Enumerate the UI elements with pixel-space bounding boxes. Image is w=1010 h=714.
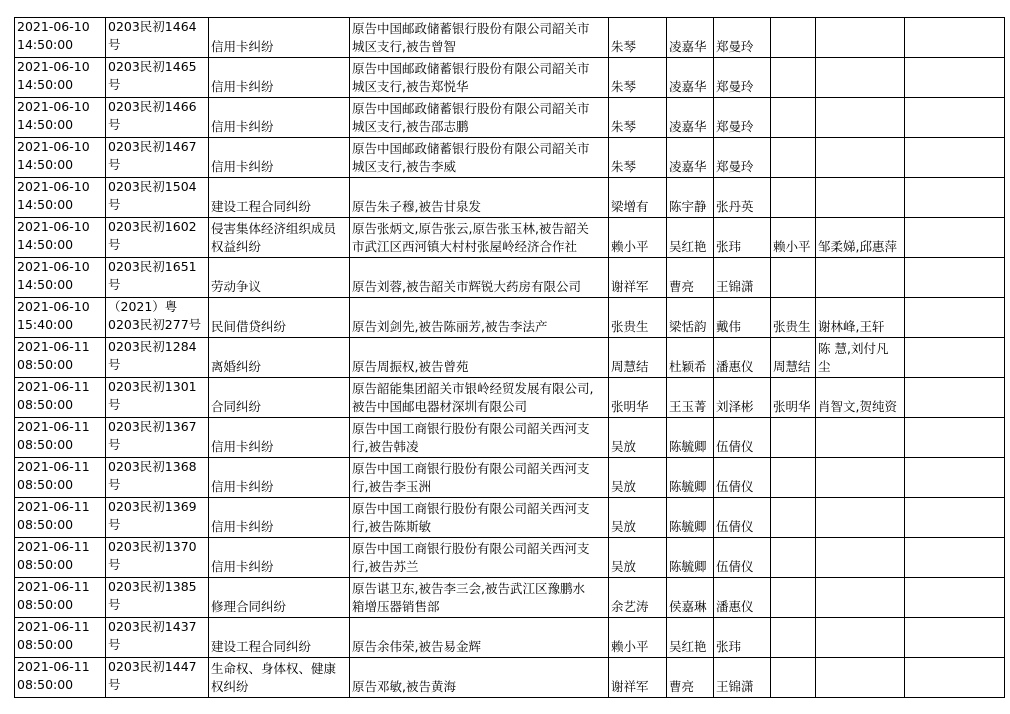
presiding-judge-cell: 吴放: [609, 538, 667, 578]
presiding-judge-cell: 朱琴: [609, 58, 667, 98]
hearing-schedule-table: [14, 17, 1005, 698]
clerk-cell: 吴红艳: [667, 618, 714, 658]
parties-cell: 原告中国工商银行股份有限公司韶关西河支 行,被告陈斯敏: [350, 498, 609, 538]
parties-cell: 原告韶能集团韶关市银岭经贸发展有限公司, 被告中国邮电器材深圳有限公司: [350, 378, 609, 418]
hearing-datetime-cell: 2021-06-10 14:50:00: [15, 98, 106, 138]
panel-members-cell: 邹柔娣,邱惠萍: [816, 218, 905, 258]
blank-cell: [905, 138, 1005, 178]
clerk-cell: 凌嘉华: [667, 98, 714, 138]
case-number-cell: 0203民初1464 号: [106, 18, 209, 58]
hearing-datetime-cell: 2021-06-10 14:50:00: [15, 258, 106, 298]
hearing-datetime-cell: 2021-06-10 14:50:00: [15, 178, 106, 218]
case-number-cell: 0203民初1467 号: [106, 138, 209, 178]
blank-cell: [905, 338, 1005, 378]
case-number-cell: 0203民初1370 号: [106, 538, 209, 578]
blank-cell: [905, 578, 1005, 618]
panel-presiding-cell: [771, 138, 816, 178]
table-row: [15, 138, 1005, 178]
parties-cell: 原告邓敏,被告黄海: [350, 658, 609, 698]
blank-cell: [905, 538, 1005, 578]
presiding-judge-cell: 谢祥军: [609, 658, 667, 698]
presiding-judge-cell: 吴放: [609, 418, 667, 458]
blank-cell: [905, 378, 1005, 418]
panel-presiding-cell: [771, 178, 816, 218]
case-cause-cell: 信用卡纠纷: [209, 138, 350, 178]
panel-members-cell: [816, 138, 905, 178]
assistant-cell: 郑曼玲: [714, 58, 771, 98]
case-number-cell: 0203民初1602 号: [106, 218, 209, 258]
parties-cell: 原告张炳文,原告张云,原告张玉林,被告韶关 市武江区西河镇大村村张屋岭经济合作社: [350, 218, 609, 258]
assistant-cell: 伍倩仪: [714, 498, 771, 538]
panel-presiding-cell: [771, 498, 816, 538]
table-row: [15, 418, 1005, 458]
presiding-judge-cell: 谢祥军: [609, 258, 667, 298]
case-cause-cell: 离婚纠纷: [209, 338, 350, 378]
panel-presiding-cell: [771, 458, 816, 498]
case-cause-cell: 信用卡纠纷: [209, 58, 350, 98]
panel-members-cell: [816, 538, 905, 578]
case-number-cell: 0203民初1447 号: [106, 658, 209, 698]
blank-cell: [905, 178, 1005, 218]
presiding-judge-cell: 朱琴: [609, 138, 667, 178]
presiding-judge-cell: 吴放: [609, 458, 667, 498]
presiding-judge-cell: 余艺涛: [609, 578, 667, 618]
table-row: [15, 338, 1005, 378]
parties-cell: 原告中国工商银行股份有限公司韶关西河支 行,被告李玉洲: [350, 458, 609, 498]
table-row: [15, 658, 1005, 698]
assistant-cell: 郑曼玲: [714, 138, 771, 178]
case-number-cell: 0203民初1466 号: [106, 98, 209, 138]
case-cause-cell: 信用卡纠纷: [209, 498, 350, 538]
assistant-cell: 郑曼玲: [714, 18, 771, 58]
blank-cell: [905, 498, 1005, 538]
clerk-cell: 陈毓卿: [667, 538, 714, 578]
table-row: [15, 618, 1005, 658]
presiding-judge-cell: 朱琴: [609, 18, 667, 58]
parties-cell: 原告刘剑先,被告陈丽芳,被告李法产: [350, 298, 609, 338]
parties-cell: 原告刘蓉,被告韶关市辉锐大药房有限公司: [350, 258, 609, 298]
panel-presiding-cell: 张明华: [771, 378, 816, 418]
parties-cell: 原告周振权,被告曾苑: [350, 338, 609, 378]
case-number-cell: 0203民初1368 号: [106, 458, 209, 498]
panel-members-cell: [816, 618, 905, 658]
clerk-cell: 吴红艳: [667, 218, 714, 258]
blank-cell: [905, 18, 1005, 58]
clerk-cell: 杜颖希: [667, 338, 714, 378]
table-row: [15, 498, 1005, 538]
clerk-cell: 侯嘉琳: [667, 578, 714, 618]
panel-members-cell: 谢林峰,王轩: [816, 298, 905, 338]
case-cause-cell: 信用卡纠纷: [209, 18, 350, 58]
panel-members-cell: [816, 18, 905, 58]
case-number-cell: 0203民初1369 号: [106, 498, 209, 538]
panel-presiding-cell: [771, 58, 816, 98]
panel-presiding-cell: 赖小平: [771, 218, 816, 258]
clerk-cell: 陈毓卿: [667, 498, 714, 538]
case-cause-cell: 民间借贷纠纷: [209, 298, 350, 338]
hearing-datetime-cell: 2021-06-11 08:50:00: [15, 498, 106, 538]
parties-cell: 原告中国工商银行股份有限公司韶关西河支 行,被告苏兰: [350, 538, 609, 578]
assistant-cell: 王锦潇: [714, 258, 771, 298]
table-body: [15, 18, 1005, 698]
case-number-cell: 0203民初1284 号: [106, 338, 209, 378]
blank-cell: [905, 618, 1005, 658]
blank-cell: [905, 418, 1005, 458]
panel-presiding-cell: [771, 418, 816, 458]
presiding-judge-cell: 张贵生: [609, 298, 667, 338]
case-cause-cell: 合同纠纷: [209, 378, 350, 418]
presiding-judge-cell: 周慧结: [609, 338, 667, 378]
parties-cell: 原告谌卫东,被告李三会,被告武江区豫鹏水 箱增压器销售部: [350, 578, 609, 618]
assistant-cell: 潘惠仪: [714, 578, 771, 618]
clerk-cell: 陈毓卿: [667, 418, 714, 458]
assistant-cell: 郑曼玲: [714, 98, 771, 138]
clerk-cell: 陈毓卿: [667, 458, 714, 498]
blank-cell: [905, 258, 1005, 298]
panel-members-cell: [816, 98, 905, 138]
parties-cell: 原告朱子穆,被告甘泉发: [350, 178, 609, 218]
panel-members-cell: [816, 458, 905, 498]
presiding-judge-cell: 朱琴: [609, 98, 667, 138]
presiding-judge-cell: 赖小平: [609, 218, 667, 258]
assistant-cell: 伍倩仪: [714, 418, 771, 458]
hearing-datetime-cell: 2021-06-11 08:50:00: [15, 578, 106, 618]
parties-cell: 原告中国邮政储蓄银行股份有限公司韶关市 城区支行,被告邵志鹏: [350, 98, 609, 138]
assistant-cell: 张玮: [714, 218, 771, 258]
table-row: [15, 578, 1005, 618]
hearing-datetime-cell: 2021-06-11 08:50:00: [15, 418, 106, 458]
case-cause-cell: 信用卡纠纷: [209, 98, 350, 138]
hearing-datetime-cell: 2021-06-10 14:50:00: [15, 58, 106, 98]
parties-cell: 原告中国邮政储蓄银行股份有限公司韶关市 城区支行,被告李威: [350, 138, 609, 178]
hearing-datetime-cell: 2021-06-11 08:50:00: [15, 658, 106, 698]
table-row: [15, 218, 1005, 258]
case-cause-cell: 修理合同纠纷: [209, 578, 350, 618]
panel-members-cell: [816, 178, 905, 218]
parties-cell: 原告中国工商银行股份有限公司韶关西河支 行,被告韩凌: [350, 418, 609, 458]
case-number-cell: （2021）粤 0203民初277号: [106, 298, 209, 338]
clerk-cell: 陈宇静: [667, 178, 714, 218]
presiding-judge-cell: 吴放: [609, 498, 667, 538]
case-number-cell: 0203民初1367 号: [106, 418, 209, 458]
assistant-cell: 伍倩仪: [714, 538, 771, 578]
case-number-cell: 0203民初1301 号: [106, 378, 209, 418]
panel-members-cell: [816, 658, 905, 698]
case-number-cell: 0203民初1504 号: [106, 178, 209, 218]
hearing-datetime-cell: 2021-06-11 08:50:00: [15, 538, 106, 578]
case-cause-cell: 建设工程合同纠纷: [209, 618, 350, 658]
table-row: [15, 18, 1005, 58]
panel-presiding-cell: [771, 18, 816, 58]
assistant-cell: 戴伟: [714, 298, 771, 338]
panel-presiding-cell: [771, 98, 816, 138]
case-number-cell: 0203民初1465 号: [106, 58, 209, 98]
clerk-cell: 曹亮: [667, 658, 714, 698]
case-cause-cell: 信用卡纠纷: [209, 418, 350, 458]
panel-presiding-cell: [771, 658, 816, 698]
hearing-datetime-cell: 2021-06-10 14:50:00: [15, 218, 106, 258]
panel-presiding-cell: 周慧结: [771, 338, 816, 378]
hearing-datetime-cell: 2021-06-10 14:50:00: [15, 18, 106, 58]
assistant-cell: 潘惠仪: [714, 338, 771, 378]
hearing-datetime-cell: 2021-06-11 08:50:00: [15, 618, 106, 658]
panel-members-cell: [816, 498, 905, 538]
table-row: [15, 538, 1005, 578]
table-row: [15, 298, 1005, 338]
case-cause-cell: 劳动争议: [209, 258, 350, 298]
case-cause-cell: 建设工程合同纠纷: [209, 178, 350, 218]
parties-cell: 原告余伟荣,被告易金辉: [350, 618, 609, 658]
panel-presiding-cell: [771, 538, 816, 578]
case-cause-cell: 信用卡纠纷: [209, 458, 350, 498]
parties-cell: 原告中国邮政储蓄银行股份有限公司韶关市 城区支行,被告郑悦华: [350, 58, 609, 98]
clerk-cell: 曹亮: [667, 258, 714, 298]
hearing-datetime-cell: 2021-06-10 14:50:00: [15, 138, 106, 178]
hearing-datetime-cell: 2021-06-10 15:40:00: [15, 298, 106, 338]
panel-members-cell: [816, 58, 905, 98]
panel-members-cell: 陈 慧,刘付凡 尘: [816, 338, 905, 378]
assistant-cell: 伍倩仪: [714, 458, 771, 498]
parties-cell: 原告中国邮政储蓄银行股份有限公司韶关市 城区支行,被告曾智: [350, 18, 609, 58]
presiding-judge-cell: 张明华: [609, 378, 667, 418]
presiding-judge-cell: 梁增有: [609, 178, 667, 218]
panel-presiding-cell: [771, 618, 816, 658]
case-number-cell: 0203民初1651 号: [106, 258, 209, 298]
presiding-judge-cell: 赖小平: [609, 618, 667, 658]
table-row: [15, 58, 1005, 98]
panel-members-cell: [816, 258, 905, 298]
clerk-cell: 王玉菁: [667, 378, 714, 418]
case-cause-cell: 信用卡纠纷: [209, 538, 350, 578]
hearing-datetime-cell: 2021-06-11 08:50:00: [15, 338, 106, 378]
blank-cell: [905, 658, 1005, 698]
assistant-cell: 王锦潇: [714, 658, 771, 698]
panel-presiding-cell: [771, 258, 816, 298]
blank-cell: [905, 458, 1005, 498]
case-number-cell: 0203民初1437 号: [106, 618, 209, 658]
panel-members-cell: 肖智文,贺纯资: [816, 378, 905, 418]
clerk-cell: 凌嘉华: [667, 138, 714, 178]
table-row: [15, 178, 1005, 218]
clerk-cell: 梁恬韵: [667, 298, 714, 338]
hearing-datetime-cell: 2021-06-11 08:50:00: [15, 378, 106, 418]
clerk-cell: 凌嘉华: [667, 18, 714, 58]
table-row: [15, 258, 1005, 298]
case-number-cell: 0203民初1385 号: [106, 578, 209, 618]
panel-members-cell: [816, 578, 905, 618]
panel-presiding-cell: [771, 578, 816, 618]
case-cause-cell: 侵害集体经济组织成员 权益纠纷: [209, 218, 350, 258]
assistant-cell: 张玮: [714, 618, 771, 658]
table-row: [15, 98, 1005, 138]
assistant-cell: 刘泽彬: [714, 378, 771, 418]
assistant-cell: 张丹英: [714, 178, 771, 218]
blank-cell: [905, 298, 1005, 338]
panel-presiding-cell: 张贵生: [771, 298, 816, 338]
panel-members-cell: [816, 418, 905, 458]
case-cause-cell: 生命权、身体权、健康 权纠纷: [209, 658, 350, 698]
blank-cell: [905, 58, 1005, 98]
blank-cell: [905, 98, 1005, 138]
hearing-datetime-cell: 2021-06-11 08:50:00: [15, 458, 106, 498]
clerk-cell: 凌嘉华: [667, 58, 714, 98]
table-row: [15, 458, 1005, 498]
blank-cell: [905, 218, 1005, 258]
table-row: [15, 378, 1005, 418]
